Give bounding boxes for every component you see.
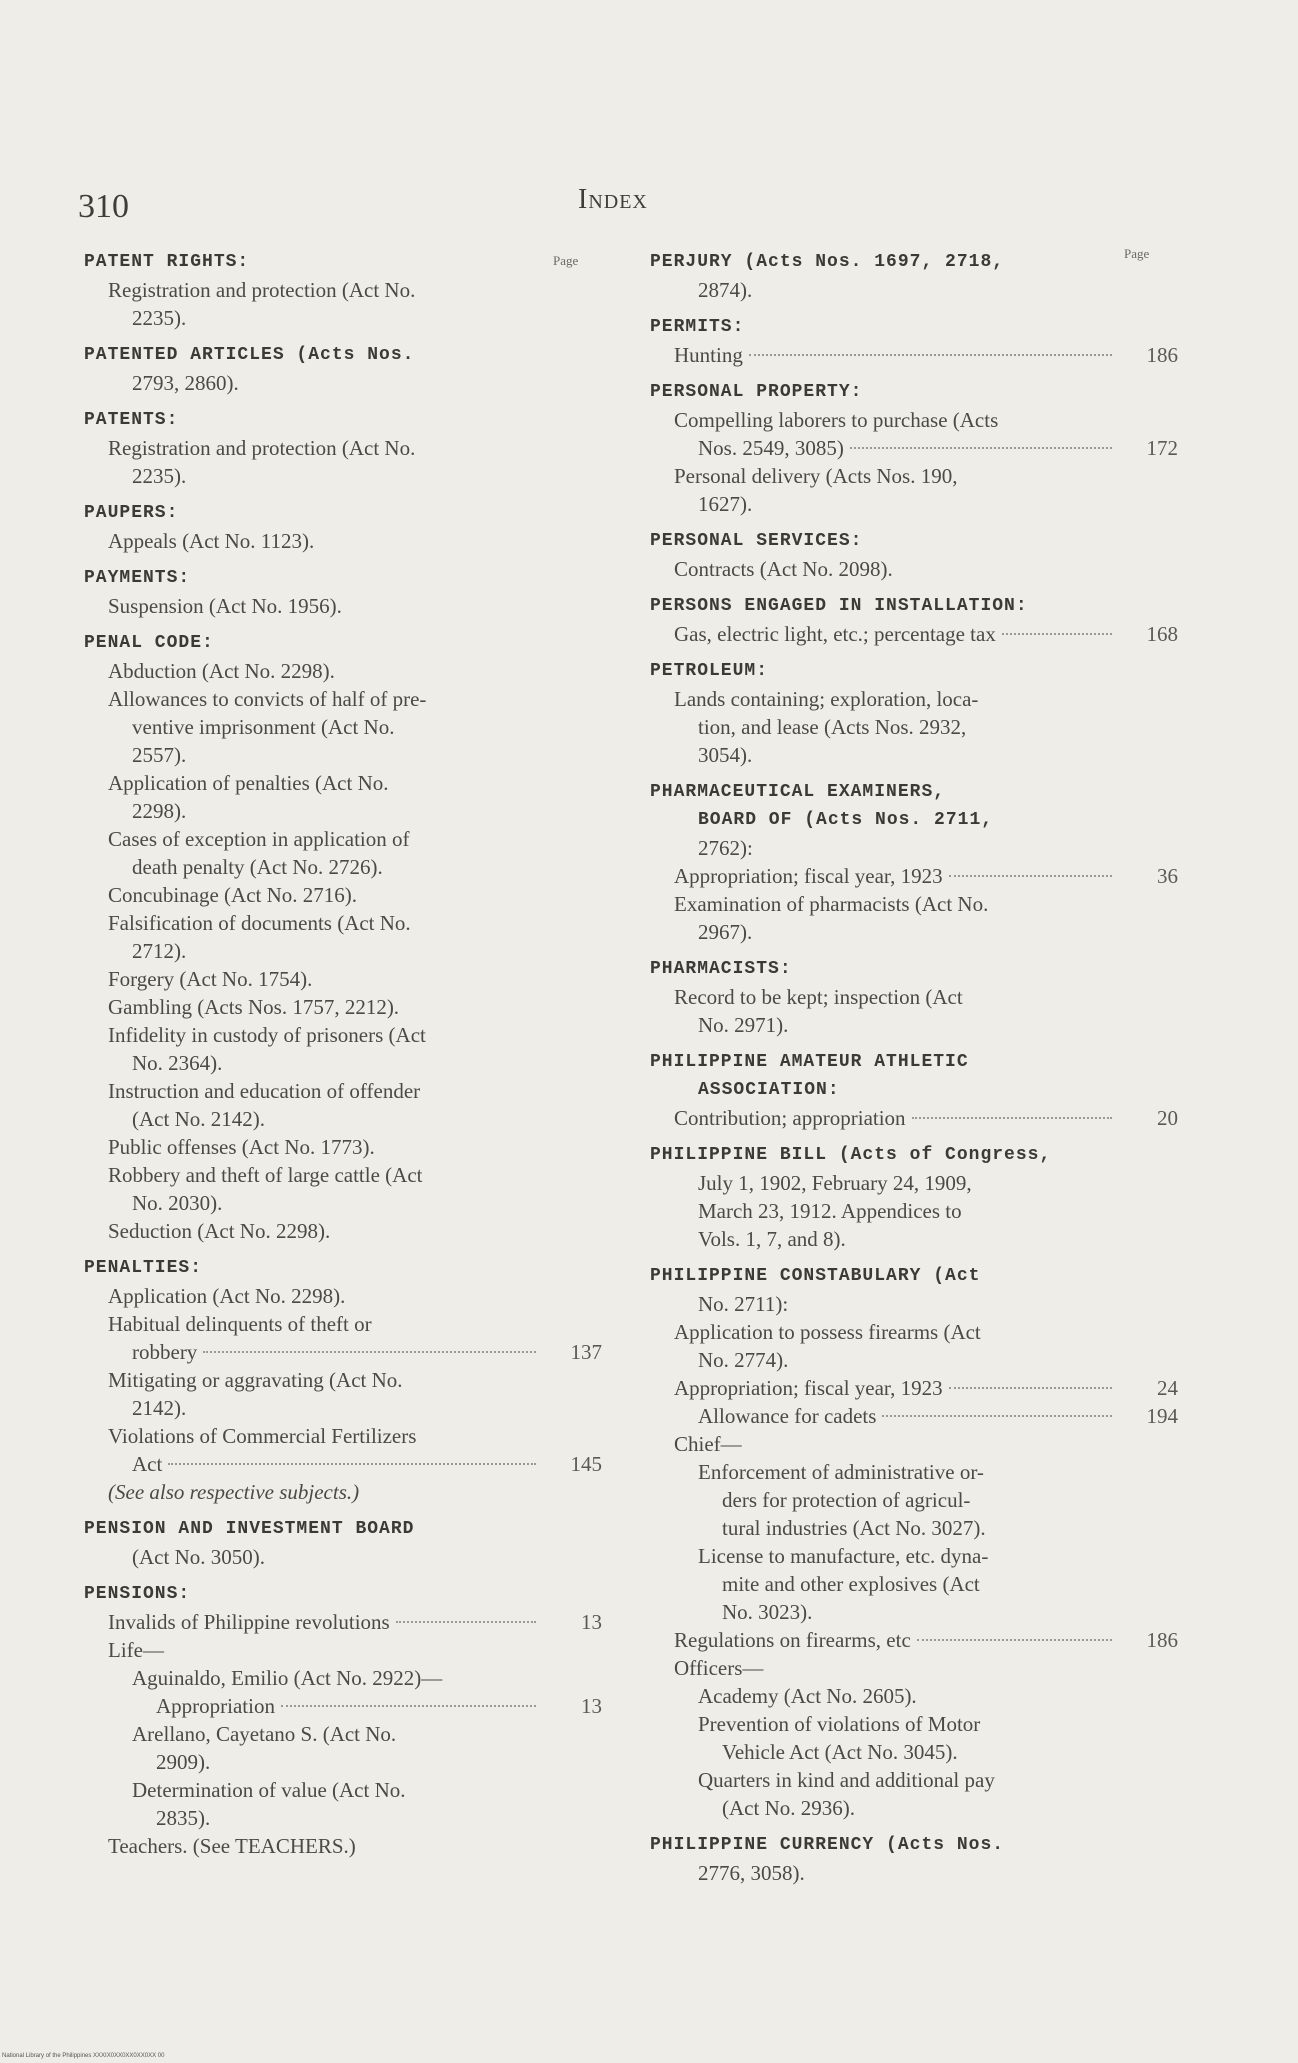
- entry-subline: Robbery and theft of large cattle (Act: [108, 1163, 423, 1187]
- entry-subline: Forgery (Act No. 1754).: [108, 967, 313, 991]
- cross-reference: (See also respective subjects.): [108, 1480, 360, 1504]
- index-entry: [650, 1831, 1178, 1887]
- index-column-right: [650, 248, 1178, 1896]
- entry-subline: Teachers. (See TEACHERS.): [108, 1834, 356, 1858]
- entry-subline: Violations of Commercial Fertilizers: [108, 1424, 417, 1448]
- entry-heading: PERJURY (Acts Nos. 1697, 2718,: [650, 252, 1005, 272]
- index-entry: [84, 564, 602, 620]
- entry-subline: Academy (Act No. 2605).: [698, 1684, 917, 1708]
- entry-subline: No. 3023).: [722, 1600, 813, 1624]
- entry-text: Invalids of Philippine revolutions: [108, 1610, 390, 1634]
- entry-text: Nos. 2549, 3085): [698, 436, 844, 460]
- entry-subline: ders for protection of agricul-: [722, 1488, 971, 1512]
- entry-line-with-page: [650, 434, 1178, 462]
- entry-line-with-page: [650, 341, 1178, 369]
- entry-subline: Appeals (Act No. 1123).: [108, 529, 315, 553]
- entry-subline: 2835).: [156, 1806, 211, 1830]
- dot-leader: [749, 354, 1112, 356]
- entry-subline: ASSOCIATION:: [698, 1080, 840, 1100]
- entry-subline: Habitual delinquents of theft or: [108, 1312, 372, 1336]
- entry-subline: (Act No. 2936).: [722, 1796, 855, 1820]
- index-entry: [650, 657, 1178, 769]
- entry-line-with-page: [650, 862, 1178, 890]
- index-entry: [84, 406, 602, 490]
- page-number: 310: [78, 188, 129, 225]
- dot-leader: [949, 875, 1112, 877]
- dot-leader: [168, 1463, 536, 1465]
- entry-subline: Instruction and education of offender: [108, 1079, 421, 1103]
- page-column-header-left: Page: [553, 253, 579, 268]
- entry-subline: License to manufacture, etc. dyna-: [698, 1544, 989, 1568]
- entry-heading: PERSONS ENGAGED IN INSTALLATION:: [650, 596, 1028, 616]
- entry-text: Appropriation; fiscal year, 1923: [674, 864, 943, 888]
- index-entry: [84, 1254, 602, 1506]
- entry-subline: Life—: [108, 1638, 164, 1662]
- index-entry: [84, 1580, 602, 1860]
- entry-subline: BOARD OF (Acts Nos. 2711,: [698, 810, 994, 830]
- entry-heading: PENSION AND INVESTMENT BOARD: [84, 1519, 415, 1539]
- page-reference: 13: [581, 1694, 602, 1718]
- dot-leader: [396, 1621, 536, 1623]
- entry-heading: PAYMENTS:: [84, 568, 191, 588]
- entry-subline: 2298).: [132, 799, 187, 823]
- index-entry: [650, 592, 1178, 648]
- index-entry: [84, 499, 602, 555]
- entry-subline: Determination of value (Act No.: [132, 1778, 406, 1802]
- entry-heading: PHARMACEUTICAL EXAMINERS,: [650, 782, 946, 802]
- page-reference: 194: [1146, 1404, 1178, 1428]
- entry-subline: Compelling laborers to purchase (Acts: [674, 408, 999, 432]
- entry-text: Appropriation; fiscal year, 1923: [674, 1376, 943, 1400]
- entry-subline: No. 2711):: [698, 1292, 789, 1316]
- page-reference: 13: [581, 1610, 602, 1634]
- index-entry: [650, 1141, 1178, 1253]
- entry-subline: Public offenses (Act No. 1773).: [108, 1135, 375, 1159]
- entry-subline: Officers—: [674, 1656, 764, 1680]
- entry-subline: 2776, 3058).: [698, 1861, 805, 1885]
- entry-heading: PHILIPPINE BILL (Acts of Congress,: [650, 1145, 1052, 1165]
- entry-subline: March 23, 1912. Appendices to: [698, 1199, 962, 1223]
- entry-subline: Prevention of violations of Motor: [698, 1712, 981, 1736]
- entry-heading: PATENTS:: [84, 410, 179, 430]
- entry-heading: PHILIPPINE AMATEUR ATHLETIC: [650, 1052, 969, 1072]
- entry-subline: Registration and protection (Act No.: [108, 278, 416, 302]
- entry-subline: Examination of pharmacists (Act No.: [674, 892, 989, 916]
- entry-line-with-page: [84, 1692, 602, 1720]
- index-entry: [650, 1048, 1178, 1132]
- page-reference: 24: [1157, 1376, 1178, 1400]
- entry-subline: Registration and protection (Act No.: [108, 436, 416, 460]
- entry-subline: tion, and lease (Acts Nos. 2932,: [698, 715, 967, 739]
- index-entry: [650, 313, 1178, 369]
- footer-credit: National Library of the Philippines XXXIX0XX0XX0XX0XX 00: [2, 2053, 165, 2059]
- entry-subline: Falsification of documents (Act No.: [108, 911, 411, 935]
- entry-subline: July 1, 1902, February 24, 1909,: [698, 1171, 972, 1195]
- entry-subline: 2235).: [132, 464, 187, 488]
- entry-heading: PERSONAL PROPERTY:: [650, 382, 863, 402]
- entry-subline: 2142).: [132, 1396, 187, 1420]
- page-reference: 20: [1157, 1106, 1178, 1130]
- dot-leader: [1002, 633, 1112, 635]
- page-reference: 172: [1146, 436, 1178, 460]
- entry-subline: Mitigating or aggravating (Act No.: [108, 1368, 403, 1392]
- dot-leader: [912, 1117, 1112, 1119]
- entry-text: Contribution; appropriation: [674, 1106, 906, 1130]
- entry-heading: PENSIONS:: [84, 1584, 191, 1604]
- entry-heading: PHILIPPINE CONSTABULARY (Act: [650, 1266, 981, 1286]
- page-title: Index: [578, 184, 648, 215]
- entry-subline: Quarters in kind and additional pay: [698, 1768, 995, 1792]
- entry-subline: tural industries (Act No. 3027).: [722, 1516, 986, 1540]
- entry-text: robbery: [132, 1340, 198, 1364]
- page-column-header-right: Page: [1124, 246, 1150, 261]
- entry-subline: No. 2971).: [698, 1013, 789, 1037]
- entry-subline: ventive imprisonment (Act No.: [132, 715, 395, 739]
- index-entry: [650, 527, 1178, 583]
- entry-subline: (Act No. 3050).: [132, 1545, 265, 1569]
- entry-heading: PENALTIES:: [84, 1258, 203, 1278]
- entry-heading: PAUPERS:: [84, 503, 179, 523]
- page-reference: 145: [570, 1452, 602, 1476]
- entry-subline: Aguinaldo, Emilio (Act No. 2922)—: [132, 1666, 443, 1690]
- entry-heading: PETROLEUM:: [650, 661, 769, 681]
- entry-heading: PHILIPPINE CURRENCY (Acts Nos.: [650, 1835, 1005, 1855]
- entry-heading: PHARMACISTS:: [650, 959, 792, 979]
- page-reference: 137: [570, 1340, 602, 1364]
- entry-subline: No. 2030).: [132, 1191, 223, 1215]
- entry-subline: Chief—: [674, 1432, 742, 1456]
- entry-subline: 2762):: [698, 836, 753, 860]
- entry-line-with-page: [650, 620, 1178, 648]
- entry-text: Gas, electric light, etc.; percentage tax: [674, 622, 996, 646]
- entry-subline: Infidelity in custody of prisoners (Act: [108, 1023, 426, 1047]
- entry-subline: death penalty (Act No. 2726).: [132, 855, 383, 879]
- entry-subline: Concubinage (Act No. 2716).: [108, 883, 358, 907]
- entry-text: Regulations on firearms, etc: [674, 1628, 911, 1652]
- entry-text: Allowance for cadets: [698, 1404, 877, 1428]
- entry-subline: Abduction (Act No. 2298).: [108, 659, 335, 683]
- entry-subline: 2967).: [698, 920, 753, 944]
- entry-line-with-page: [650, 1104, 1178, 1132]
- entry-subline: 2235).: [132, 306, 187, 330]
- entry-heading: PATENTED ARTICLES (Acts Nos.: [84, 345, 415, 365]
- index-column-left: [84, 248, 602, 1869]
- entry-subline: Gambling (Acts Nos. 1757, 2212).: [108, 995, 400, 1019]
- entry-subline: Vehicle Act (Act No. 3045).: [722, 1740, 958, 1764]
- entry-subline: 1627).: [698, 492, 753, 516]
- entry-subline: 3054).: [698, 743, 753, 767]
- index-entry: [84, 629, 602, 1245]
- dot-leader: [281, 1705, 536, 1707]
- page-reference: 36: [1157, 864, 1178, 888]
- entry-line-with-page: [84, 1450, 602, 1478]
- entry-subline: Suspension (Act No. 1956).: [108, 594, 342, 618]
- entry-heading: PERSONAL SERVICES:: [650, 531, 863, 551]
- index-entry: [650, 1262, 1178, 1822]
- entry-subline: Enforcement of administrative or-: [698, 1460, 984, 1484]
- entry-subline: Vols. 1, 7, and 8).: [698, 1227, 846, 1251]
- page-reference: 186: [1146, 343, 1178, 367]
- entry-text: Hunting: [674, 343, 743, 367]
- entry-heading: PERMITS:: [650, 317, 745, 337]
- entry-subline: Seduction (Act No. 2298).: [108, 1219, 331, 1243]
- dot-leader: [882, 1415, 1112, 1417]
- dot-leader: [203, 1351, 536, 1353]
- dot-leader: [949, 1387, 1112, 1389]
- entry-text: Appropriation: [156, 1694, 275, 1718]
- entry-line-with-page: [84, 1338, 602, 1366]
- entry-line-with-page: [84, 1608, 602, 1636]
- entry-subline: Contracts (Act No. 2098).: [674, 557, 893, 581]
- entry-subline: No. 2774).: [698, 1348, 789, 1372]
- entry-subline: Lands containing; exploration, loca-: [674, 687, 979, 711]
- entry-subline: 2557).: [132, 743, 187, 767]
- entry-heading: PATENT RIGHTS:: [84, 252, 250, 272]
- index-entry: [84, 248, 602, 332]
- entry-subline: 2909).: [156, 1750, 211, 1774]
- dot-leader: [917, 1639, 1112, 1641]
- dot-leader: [850, 447, 1112, 449]
- entry-text: Act: [132, 1452, 163, 1476]
- entry-subline: Application of penalties (Act No.: [108, 771, 389, 795]
- entry-subline: Arellano, Cayetano S. (Act No.: [132, 1722, 397, 1746]
- index-entry: [650, 778, 1178, 946]
- entry-subline: 2712).: [132, 939, 187, 963]
- page-reference: 168: [1146, 622, 1178, 646]
- entry-heading: PENAL CODE:: [84, 633, 214, 653]
- entry-subline: (Act No. 2142).: [132, 1107, 265, 1131]
- entry-subline: No. 2364).: [132, 1051, 223, 1075]
- entry-subline: 2793, 2860).: [132, 371, 239, 395]
- entry-line-with-page: [650, 1374, 1178, 1402]
- entry-subline: Personal delivery (Acts Nos. 190,: [674, 464, 958, 488]
- index-entry: [650, 955, 1178, 1039]
- entry-subline: Record to be kept; inspection (Act: [674, 985, 963, 1009]
- entry-subline: mite and other explosives (Act: [722, 1572, 980, 1596]
- entry-subline: 2874).: [698, 278, 753, 302]
- entry-subline: Cases of exception in application of: [108, 827, 410, 851]
- entry-subline: Allowances to convicts of half of pre-: [108, 687, 427, 711]
- index-entry: [650, 248, 1178, 304]
- index-entry: [84, 341, 602, 397]
- index-entry: [84, 1515, 602, 1571]
- page-reference: 186: [1146, 1628, 1178, 1652]
- entry-line-with-page: [650, 1402, 1178, 1430]
- index-entry: [650, 378, 1178, 518]
- entry-subline: Application to possess firearms (Act: [674, 1320, 981, 1344]
- entry-subline: Application (Act No. 2298).: [108, 1284, 346, 1308]
- entry-line-with-page: [650, 1626, 1178, 1654]
